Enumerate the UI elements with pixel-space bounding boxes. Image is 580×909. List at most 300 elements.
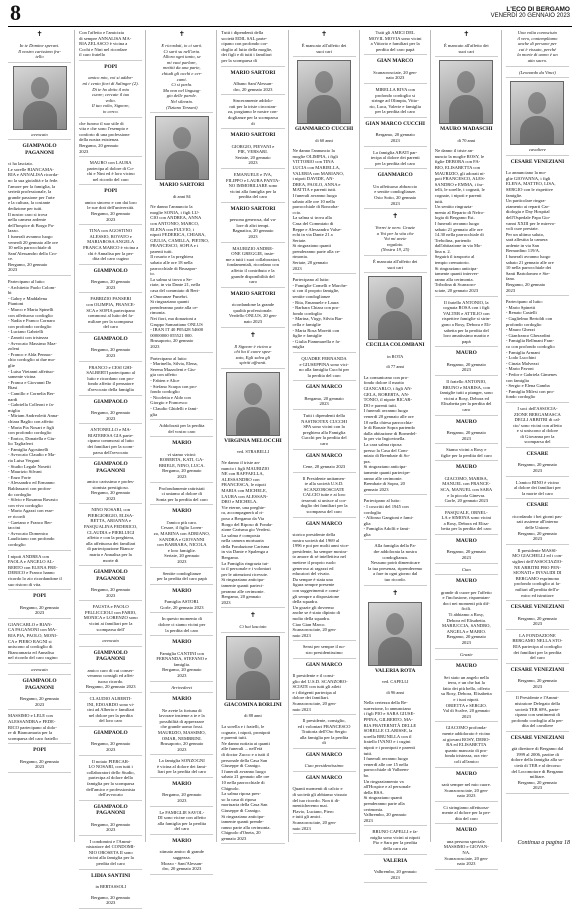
notice-line: tamente quanti parteci- bbox=[221, 583, 264, 589]
notice-line: - Famiglie Comelli e Marche- bbox=[292, 282, 348, 288]
notice-line: GIAN MARCO bbox=[305, 452, 343, 459]
notice-line: È mancato all'affetto dei bbox=[443, 43, 489, 48]
notice-line: cipano con sentimenti di bbox=[514, 712, 560, 718]
notice-text bbox=[221, 30, 284, 67]
notice-line: società EDIL SAL parte- bbox=[221, 35, 268, 41]
notice-line: MAURIZIO, gli adorati ni- bbox=[434, 170, 486, 176]
notice-line: Da sempre è stata una bbox=[292, 576, 333, 582]
notice-text bbox=[435, 567, 498, 576]
notice-line: dolore dei familiari. bbox=[292, 695, 330, 701]
notice-line: Albano Sant'Alessan- bbox=[233, 80, 273, 86]
notice-line: parrocchiale di Valbrem- bbox=[363, 767, 410, 773]
notice-line: alla famiglia per la perdita bbox=[157, 820, 207, 826]
notice-line: Ti abbiamo a Rosy, bbox=[448, 612, 485, 618]
notice-line: Alla famiglia della Pa- bbox=[374, 543, 417, 549]
notice-line: Cesare, il figlio Loren- bbox=[160, 525, 203, 531]
notice-line: GIAN MARCO CUCCHI bbox=[365, 120, 425, 127]
notice-line: affetto e con la preghiera, bbox=[87, 535, 135, 541]
notice-text bbox=[435, 138, 498, 146]
notice-line: Ne danno notizia ai quanti bbox=[221, 740, 270, 746]
notice-line: NIO OROSETA II sono bbox=[88, 849, 133, 855]
notice-line: Ciao Gian Marco. bbox=[292, 621, 326, 627]
notice-line: gli sempre a disposizione bbox=[292, 593, 340, 599]
notice-text bbox=[506, 30, 569, 67]
notice-line: zo, MARINA con ADRIANO, bbox=[153, 531, 210, 537]
portrait-photo bbox=[439, 60, 493, 124]
notice-line: Bergamo, 20 gennaio bbox=[8, 261, 48, 267]
notice-line: Sensi per sempre il no- bbox=[302, 644, 346, 650]
notice-line: con vivo cordoglio bbox=[8, 502, 43, 508]
notice-line: - Mauro Ghezzi bbox=[505, 327, 535, 333]
notice-line: (Tiziano Terzani) bbox=[166, 104, 198, 110]
notice-line: GIAMPAOLO bbox=[93, 398, 128, 405]
notice-text bbox=[435, 675, 498, 723]
notice-line: le sue doti dell'università. bbox=[87, 205, 135, 211]
notice-line: Bergamo, 20 gennaio bbox=[91, 409, 131, 415]
notice-line: VALERIA bbox=[383, 857, 408, 864]
notice-text bbox=[364, 259, 427, 273]
notice-line: conforto di una professione bbox=[79, 131, 130, 137]
portrait-photo bbox=[226, 372, 280, 436]
notice-line: ONE GREGGIE, insie- bbox=[231, 251, 275, 257]
notice-line: dalla abitazione di Bornedel- bbox=[363, 430, 417, 436]
notice-line: - Architetto Paolo Colom- bbox=[8, 284, 56, 290]
notice-line: terra, e un che hai la bbox=[447, 680, 485, 686]
notice-line: vicini a Rosy, Debora ed bbox=[443, 395, 489, 401]
notice-line: MARIO SARTORI bbox=[230, 205, 276, 212]
notice-line: PASQUALINA FEDERICO, bbox=[83, 524, 138, 530]
notice-line: mente al dolore per la per- bbox=[442, 810, 491, 816]
notice-line: - Nadia e Franco Cornaro bbox=[8, 318, 55, 324]
notice-line: Partecipano al lutto: bbox=[8, 279, 45, 285]
notice-line: MARIUCCIA, SANDRO, bbox=[442, 623, 491, 629]
notice-line: poti FRANCESCO, ALES- bbox=[434, 176, 486, 182]
notice-line: papà bbox=[461, 338, 471, 344]
notice-text bbox=[364, 132, 427, 146]
notice-line: scomparsa del caro fratello bbox=[8, 735, 58, 741]
notice-line: POPI bbox=[33, 747, 46, 754]
notice-line: le di Bonate Sopra partendo bbox=[363, 425, 415, 431]
notice-line: personale della Casa San bbox=[221, 757, 268, 763]
notice-line: I nipoti ANDREA con bbox=[8, 553, 49, 559]
notice-line: stringe ad Olimpia, Vitto- bbox=[371, 98, 419, 104]
notice-line: ALESSANDRO con bbox=[221, 476, 260, 482]
notice-line: miglia bbox=[292, 344, 305, 350]
notice-text bbox=[293, 476, 356, 518]
notice-line: VITTORIO con TINA bbox=[292, 159, 334, 165]
deceased-name bbox=[8, 747, 71, 755]
notice-line: venerdì 20 gennaio alle ore bbox=[8, 239, 58, 245]
notice-line: collaboratori dello Studio, bbox=[86, 769, 135, 775]
notice-text bbox=[293, 138, 356, 146]
notice-line: Ne danno l'annuncio la bbox=[292, 148, 335, 154]
notice-line: Scanzorosciate, 20 gen- bbox=[292, 820, 337, 826]
notice-line: SERGIO con le rispettive bbox=[505, 186, 553, 192]
notice-line: - Gabry e Maddalena bbox=[8, 295, 47, 301]
notice-line: voli cure prestate. bbox=[505, 226, 539, 232]
portrait-photo bbox=[155, 116, 209, 180]
notice-line: Chignolo d'Oneta, 20 bbox=[221, 830, 261, 836]
notice-line: Addolorati per la perdita bbox=[159, 423, 205, 429]
notice-line: per la perdita del caro bbox=[375, 109, 416, 115]
notice-line: GIAMPAOLO bbox=[93, 267, 128, 274]
notice-line: rimonia. bbox=[292, 254, 308, 260]
notice-line: Profondamente rattristati bbox=[158, 485, 205, 491]
notice-line: Tribolina di Scanzoro- bbox=[434, 282, 477, 288]
notice-line: sentite condoglianze bbox=[292, 294, 331, 300]
notice-line: prenderanno parte alla bbox=[363, 800, 405, 806]
notice-line: re ricordi bbox=[8, 514, 25, 519]
notice-line: presso la Casa del Com- bbox=[363, 447, 409, 453]
notice-line: NA. bbox=[462, 850, 471, 856]
notice-line: MAURO MADASCHI bbox=[440, 126, 493, 133]
notice-text bbox=[79, 427, 142, 458]
notice-line: Ne danno l'annuncio la bbox=[150, 204, 193, 210]
column-3 bbox=[150, 30, 217, 872]
notice-line: CESARE VENEZIANI bbox=[510, 158, 565, 165]
notice-line: che furono il suo stile di bbox=[79, 120, 124, 126]
notice-line: FAUSTA e PAOLO bbox=[92, 604, 129, 610]
notice-line: Bergamo, 20 gennaio bbox=[91, 741, 131, 747]
notice-line: GIAN MARCO bbox=[305, 775, 343, 782]
notice-line: Bergamo, 20 gennaio bbox=[446, 361, 486, 367]
notice-text bbox=[79, 410, 142, 424]
notice-text bbox=[293, 43, 356, 57]
notice-line: diologia e Day Hospital bbox=[505, 209, 550, 215]
cross-icon bbox=[150, 30, 213, 40]
notice-line: VALERIA ROTA bbox=[374, 667, 416, 674]
notice-line: fondo affetto il pensatore bbox=[87, 381, 134, 387]
notice-line: MARIO bbox=[172, 440, 192, 447]
notice-line: della RSA. bbox=[363, 789, 384, 795]
notice-line: 2023 bbox=[8, 267, 18, 273]
notice-line: amico carissimo e profes- bbox=[87, 478, 135, 484]
deceased-name bbox=[364, 58, 427, 66]
notice-line: 2023 bbox=[177, 798, 187, 804]
notice-line: generoso ai ragazzi ed bbox=[292, 565, 334, 571]
notice-line: - Gaetano e Franco Ber- bbox=[8, 519, 53, 525]
notice-line: chio cordoglio ai due mo- bbox=[8, 357, 56, 363]
notice-line: fondo cordoglio bbox=[292, 310, 322, 316]
notice-line: Cene, 20 gennaio 2023 bbox=[302, 463, 346, 469]
notice-line: cipano commossi al lutto bbox=[87, 438, 134, 444]
notice-line: Brusaporto, 20 gennaio bbox=[150, 338, 194, 344]
notice-line: 2023 bbox=[106, 900, 116, 906]
notice-line: GIACOMO, MARISA, bbox=[444, 475, 488, 481]
notice-line: d'avvocato della famiglia bbox=[87, 386, 134, 392]
notice-line: PIERGIORGIO, ELISA- bbox=[87, 512, 134, 518]
notice-line: delle Unione. bbox=[525, 525, 550, 531]
page-number: 8 bbox=[10, 0, 21, 25]
notice-text bbox=[221, 449, 284, 457]
deceased-name bbox=[79, 336, 142, 344]
notice-text bbox=[150, 571, 213, 585]
notice-line: RIA FRATERNITÀ DELLE bbox=[363, 722, 417, 728]
notice-line: sarà sempre nel mio cuore. bbox=[441, 781, 491, 787]
notice-line: ANTONELLO e MA- bbox=[90, 427, 132, 433]
notice-line: e la piccola Ginevra. bbox=[447, 492, 486, 498]
notice-line: Nel silenzio. bbox=[170, 98, 194, 104]
notice-line: MAURO bbox=[455, 578, 477, 585]
notice-text bbox=[79, 895, 142, 909]
notice-text bbox=[364, 679, 427, 687]
notice-line: cuore; cercate il tuo bbox=[92, 92, 130, 98]
notice-line: FERNANDA, STEFANO e bbox=[156, 656, 208, 662]
notice-line: Gruppo Samaritano ONLUS bbox=[150, 321, 203, 327]
notice-text bbox=[150, 708, 213, 756]
notice-line: Trebolina, partendo bbox=[434, 237, 471, 243]
notice-line: - Studio Legale Nosetti bbox=[8, 463, 51, 469]
notice-text bbox=[364, 543, 427, 585]
notice-line: ci ha lasciato. bbox=[8, 161, 34, 167]
notice-line: Ma non nel linguag- bbox=[162, 87, 201, 93]
notice-line: amico sincero e con dai loro bbox=[84, 199, 137, 205]
notice-line: loro amatissimo marito e bbox=[443, 333, 490, 339]
notice-line: dell'Ospedale Papa Gio- bbox=[505, 214, 551, 220]
notice-line: BERTO con ELENA FRE- bbox=[8, 564, 58, 570]
notice-line: re di Biancamaria per la bbox=[8, 730, 53, 736]
notice-line: - Giulia Fiammarella e fa- bbox=[292, 338, 341, 344]
notice-line: - Luciano Gabrielli bbox=[8, 329, 44, 335]
notice-text bbox=[79, 741, 142, 755]
notice-text bbox=[293, 763, 356, 772]
notice-line: ORIETTA e SERGIO. bbox=[445, 702, 487, 708]
notice-line: Sentite condoglianze bbox=[162, 570, 202, 576]
notice-text bbox=[8, 279, 71, 551]
notice-line: di 60 anni bbox=[315, 137, 333, 143]
notice-line: del caro bbox=[174, 826, 190, 832]
notice-line: - Lodo Lucchini bbox=[505, 355, 536, 361]
notice-line: in ROTA bbox=[387, 353, 404, 359]
notice-line: moglie SONIA, i figli LU- bbox=[150, 209, 200, 215]
notice-line: E ricordati, io ci sarò. bbox=[161, 43, 203, 48]
notice-line: (Nostra 19, 25) bbox=[381, 247, 410, 253]
notice-line: suo ristoro di vita. bbox=[8, 581, 42, 587]
notice-line: doglio al lutto della moglie, bbox=[221, 46, 273, 52]
notice-line: 2023 bbox=[177, 559, 187, 564]
notice-line: - Miriam Andreoletti Anna- bbox=[8, 413, 59, 419]
notice-line: 2023 bbox=[461, 555, 471, 561]
notice-line: Bergamo, 20 gennaio bbox=[517, 678, 558, 684]
notice-text bbox=[293, 644, 356, 658]
notice-line: me a tutti i suoi collaboratori, bbox=[225, 256, 281, 262]
notice-text bbox=[364, 87, 427, 118]
notice-line: miglia sono vicini ai nipoti bbox=[370, 834, 420, 840]
notice-line: I funerali avranno luogo bbox=[505, 254, 551, 260]
notice-line: Il notaio PIERCAR- bbox=[91, 758, 130, 764]
notice-line: miliari all'perdita dell'a- bbox=[515, 586, 560, 592]
notice-text bbox=[435, 379, 498, 416]
notice-text bbox=[293, 277, 356, 353]
notice-line: chi è Annalisa per la per- bbox=[87, 250, 134, 256]
notice-line: zoleni bbox=[8, 346, 20, 352]
deceased-name bbox=[435, 578, 498, 586]
notice-line: Bergamo, 20 gennaio bbox=[304, 395, 344, 401]
notice-line: con BARBARA, NICOLA bbox=[156, 542, 207, 548]
notice-line: GIAN MARCO bbox=[376, 58, 414, 65]
notice-line: nardi bbox=[8, 396, 18, 402]
notice-line: Bergamo, 20 gennaio bbox=[517, 779, 558, 785]
notice-line: Bergamo, 20 gennaio bbox=[19, 696, 60, 702]
notice-line: nuncio i figli MAURIZIO bbox=[221, 465, 270, 471]
deceased-name bbox=[435, 126, 498, 134]
notice-line: Santi Bartolomeo e Ste- bbox=[505, 270, 550, 276]
notice-line: to amore di sé intellettiva nel bbox=[292, 554, 346, 560]
notice-text bbox=[221, 460, 284, 608]
notice-line: per la scomparsa di bbox=[221, 57, 257, 63]
portrait-photo bbox=[226, 636, 280, 700]
notice-line: MAURIZIO, MASSIMO, bbox=[157, 729, 206, 735]
notice-line: so la casa di riposa bbox=[221, 796, 257, 802]
cross-icon bbox=[221, 331, 284, 341]
deceased-name bbox=[150, 696, 213, 704]
notice-line: cognata ROSA con i figli bbox=[443, 305, 490, 311]
notice-line: Il Signore è vicino a bbox=[234, 343, 272, 349]
notice-line: chi e Nini ed è loro vicino bbox=[86, 171, 135, 177]
notice-line: naio 2023 bbox=[457, 793, 476, 799]
notice-line: CALCIO tutte e ai loro bbox=[302, 492, 346, 498]
notice-line: menticheremo mai. bbox=[292, 803, 328, 809]
notice-line: CA e PIERO RAGNI si bbox=[8, 638, 52, 644]
deceased-name bbox=[435, 827, 498, 835]
notice-line: TINA con AGOSTINO bbox=[89, 228, 133, 234]
notice-line: tello bbox=[35, 54, 44, 60]
notice-line: LUCIA con MARIELLA, bbox=[292, 164, 341, 170]
notice-line: PELLICCIOLI con FABIO, bbox=[85, 609, 137, 615]
notice-line: GIAMPAOLO PAGANONI bbox=[22, 678, 57, 691]
notice-line: parrocchiale di Brusapor- bbox=[150, 265, 198, 271]
notice-line: 2023 bbox=[221, 599, 231, 605]
notice-line: Casa del Commiato di bbox=[292, 220, 334, 226]
notice-text bbox=[435, 590, 498, 649]
notice-line: INI, EDOARDO sono vi- bbox=[87, 701, 135, 707]
notice-line: telli, le sorelle, i cognati, le bbox=[434, 187, 485, 193]
notice-text bbox=[364, 690, 427, 698]
deceased-name bbox=[8, 678, 71, 693]
notice-line: Bergamo, 20 gennaio bbox=[91, 490, 131, 496]
notice-text bbox=[150, 651, 213, 682]
notice-line: (Leonardo da Vinci) bbox=[518, 69, 556, 75]
notice-line: zione Carisma gio Verdesi. bbox=[221, 527, 271, 533]
deceased-name bbox=[506, 502, 569, 510]
notice-line: dei figli e di tutti i familiari bbox=[221, 52, 272, 58]
notice-line: GIAN MARCO bbox=[305, 384, 343, 391]
deceased-name bbox=[150, 588, 213, 596]
notice-line: EMANUELE e IVA, bbox=[233, 171, 273, 177]
notice-line: RA ed ELISABETTA bbox=[446, 742, 487, 748]
notice-line: ZIONE BERGAMASCA bbox=[514, 411, 561, 417]
notice-text bbox=[8, 605, 71, 619]
notice-line: to. bbox=[150, 271, 155, 277]
notice-line: dolore ci siamo vicini per bbox=[158, 621, 206, 627]
cross-icon bbox=[221, 611, 284, 621]
notice-line: CESARE VENEZIANI bbox=[510, 666, 565, 673]
notice-line: BRIELE, NINO, LUCA. bbox=[158, 462, 205, 468]
notice-line: atto sacro. bbox=[527, 57, 548, 63]
notice-line: cini ad Alberto e familiari bbox=[86, 707, 135, 713]
notice-line: parenti tutti. bbox=[150, 248, 173, 254]
notice-line: Biancamaria ed Annalisa bbox=[8, 649, 54, 655]
notice-line: MAURO bbox=[455, 350, 477, 357]
deceased-name bbox=[79, 188, 142, 196]
notice-text bbox=[79, 638, 142, 647]
notice-line: riate, in via Dante 21, nella bbox=[150, 282, 201, 288]
notice-line: dita del cavaliere bbox=[521, 723, 554, 729]
notice-line: PAOLA e ANGELO AL- bbox=[8, 559, 55, 565]
notice-text bbox=[506, 695, 569, 732]
notice-line: - Rita, Emanuele e Laura bbox=[292, 299, 339, 305]
notice-line: ficili. bbox=[461, 606, 472, 612]
notice-line: 2023 bbox=[461, 367, 471, 373]
notice-line: Il presidente, consiglio, bbox=[302, 718, 346, 724]
notice-line: glia bbox=[363, 520, 371, 526]
notice-line: 2023 bbox=[461, 713, 471, 719]
notice-line: Ci hai lasciato bbox=[239, 624, 267, 630]
notice-line: con famiglia bbox=[505, 377, 529, 383]
notice-line: saggezza. bbox=[172, 855, 191, 861]
notice-line: 2023 bbox=[532, 536, 543, 542]
notice-text bbox=[150, 849, 213, 874]
notice-line: Grazie bbox=[460, 651, 473, 657]
notice-line: Sei stato un angelo nella bbox=[443, 674, 489, 680]
notice-line: profondo cordoglio bbox=[505, 321, 542, 327]
notice-line: - Gianfranco Gherardini bbox=[505, 332, 551, 338]
notice-line: una persona speciale. bbox=[446, 838, 486, 844]
deceased-name bbox=[79, 461, 142, 476]
notice-line: Il presidente e il consi- bbox=[292, 672, 335, 678]
notice-line: di anni 84 bbox=[173, 193, 191, 199]
notice-line: Seriate. bbox=[292, 237, 307, 243]
notice-line: I condomini e l'Ammi- bbox=[89, 838, 132, 844]
notice-line: quanto mancato di pro- bbox=[444, 747, 488, 753]
notice-line: Bergamo, 20 gennaio bbox=[91, 211, 131, 217]
deceased-name bbox=[435, 771, 498, 779]
notice-line: 2023 bbox=[106, 827, 116, 833]
notice-line: - Gabriella Colleoni e fa- bbox=[8, 402, 55, 408]
notice-line: Allora ogni tanto, se bbox=[162, 54, 201, 60]
notice-line: 2023 bbox=[390, 200, 400, 206]
notice-line: figlie per la perdita del caro bbox=[440, 452, 492, 458]
notice-line: Si ringraziano quanti bbox=[292, 243, 332, 249]
notice-line: ELENA, MATTEO, LISA, bbox=[505, 181, 556, 187]
notice-line: dedizione per tutti. bbox=[8, 205, 43, 211]
notice-line: 2023 bbox=[532, 683, 543, 689]
column-5 bbox=[293, 30, 360, 842]
notice-line: ranno alla cerimonia. bbox=[434, 276, 474, 282]
notice-line: di 88 anni bbox=[244, 713, 262, 719]
notice-line: profondo cordoglio si bbox=[375, 92, 416, 98]
notice-line: Bergamo, 20 gennaio bbox=[91, 279, 131, 285]
cross-icon bbox=[364, 212, 427, 222]
notice-text bbox=[506, 299, 569, 403]
notice-line: Bagnatica, 20 gennaio bbox=[232, 228, 274, 234]
notice-text bbox=[221, 81, 284, 95]
notice-line: Pio e Sara per la perdita bbox=[373, 840, 418, 846]
notice-line: 2023 bbox=[292, 265, 302, 271]
notice-line: ra, accompagnerà al ri- bbox=[221, 510, 264, 516]
notice-line: moglie OLIMPIA, i figli bbox=[292, 153, 338, 159]
cross-icon bbox=[364, 589, 427, 599]
notice-line: CLAUDIA e PIERLUIGI bbox=[87, 529, 135, 535]
notice-text bbox=[435, 839, 498, 870]
notice-line: - Avvocato Massimo Maz- bbox=[8, 340, 57, 346]
notice-line: 2023 bbox=[106, 746, 116, 752]
notice-line: anche se è stato dipinto di bbox=[292, 610, 341, 616]
notice-line: - Maria Rosa Moretti con bbox=[292, 327, 340, 333]
notice-line: - Enrico, Donatella e Giu- bbox=[8, 435, 56, 441]
notice-line: MOVIL MOVIA sono vicini bbox=[368, 35, 422, 41]
notice-line: rio, Luca, Valerie e famiglia bbox=[369, 103, 421, 109]
